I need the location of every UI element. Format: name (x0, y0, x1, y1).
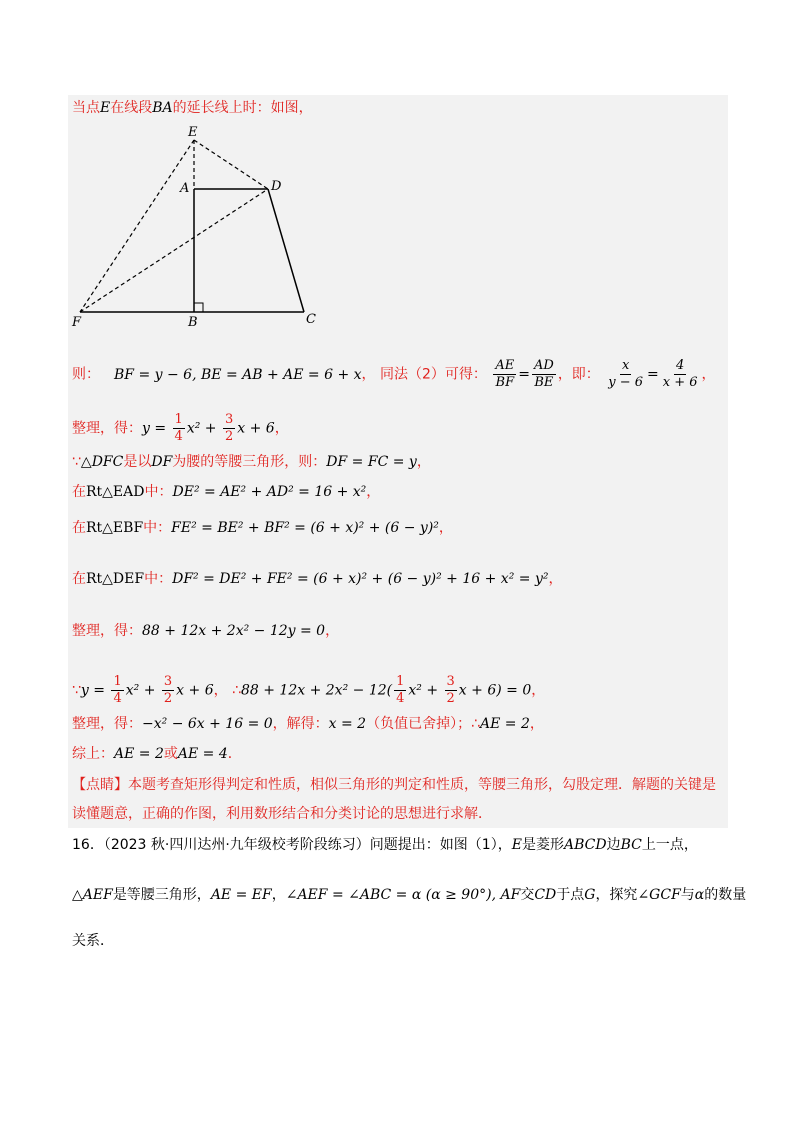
line-isosceles: ∵△DFC是以DF为腰的等腰三角形，则：DF = FC = y， (72, 454, 431, 470)
right-angle-mark (194, 303, 203, 312)
label-E: E (188, 125, 198, 140)
question-16-line-1: 16．（2023 秋·四川达州·九年级校考阶段练习）问题提出：如图（1），E是菱形ABCD边BC上一点， (72, 837, 698, 853)
line-rt-EBF: 在Rt△EBF中：FE² = BE² + BF² = (6 + x)² + (6 − y)²， (72, 520, 453, 536)
segment-FD (80, 189, 268, 312)
comment-line-2: 读懂题意，正确的作图，利用数形结合和分类讨论的思想进行求解． (72, 806, 492, 822)
label-C: C (306, 312, 316, 327)
label-A: A (180, 181, 190, 196)
segment-EF (80, 140, 194, 312)
geometry-figure (60, 120, 330, 335)
line-conclusion: 综上：AE = 2或AE = 4． (72, 746, 242, 762)
segment-DC (268, 189, 304, 312)
comment-line-1: 【点睛】本题考查矩形得判定和性质，相似三角形的判定和性质，等腰三角形，勾股定理．解题的关键是 (72, 777, 716, 793)
line-ratio: 则： BF = y − 6, BE = AB + AE = 6 + x， 同法（2）可得： $\frac{AE}{BF}$ = $\frac{AD}{BE}$ ，即： $\frac{x}{y - 6}$ = $\frac{4}{x + 6}$ ， (72, 358, 716, 390)
line-substitute: ∵y = $\frac{1}{4}$ x² + $\frac{3}{2}$ x + 6， ∴88 + 12x + 2x² − 12( $\frac{1}{4}$ x² + $\frac{3}{2}$ x + 6) = 0， (72, 674, 546, 706)
label-F: F (72, 315, 82, 330)
question-16-line-2: △AEF是等腰三角形，AE = EF，∠AEF = ∠ABC = α (α ≥ 90°), AF交CD于点G，探究∠GCF与α的数量 (72, 887, 747, 903)
line-simplify-1: 整理，得：y = $\frac{1}{4}$ x² + $\frac{3}{2}$ x + 6， (72, 412, 289, 444)
line-simplify-2: 整理，得：88 + 12x + 2x² − 12y = 0， (72, 623, 340, 639)
label-B: B (188, 315, 198, 330)
segment-ED (194, 140, 268, 189)
question-16-line-3: 关系． (72, 933, 114, 949)
label-D: D (271, 179, 282, 194)
case-intro: 当点E在线段BA的延长线上时：如图， (72, 100, 313, 116)
line-rt-EAD: 在Rt△EAD中：DE² = AE² + AD² = 16 + x²， (72, 484, 381, 500)
line-solve: 整理，得：−x² − 6x + 16 = 0，解得：x = 2（负值已舍掉）；∴AE = 2， (72, 716, 544, 732)
line-rt-DEF: 在Rt△DEF中：DF² = DE² + FE² = (6 + x)² + (6 − y)² + 16 + x² = y²， (72, 571, 563, 587)
